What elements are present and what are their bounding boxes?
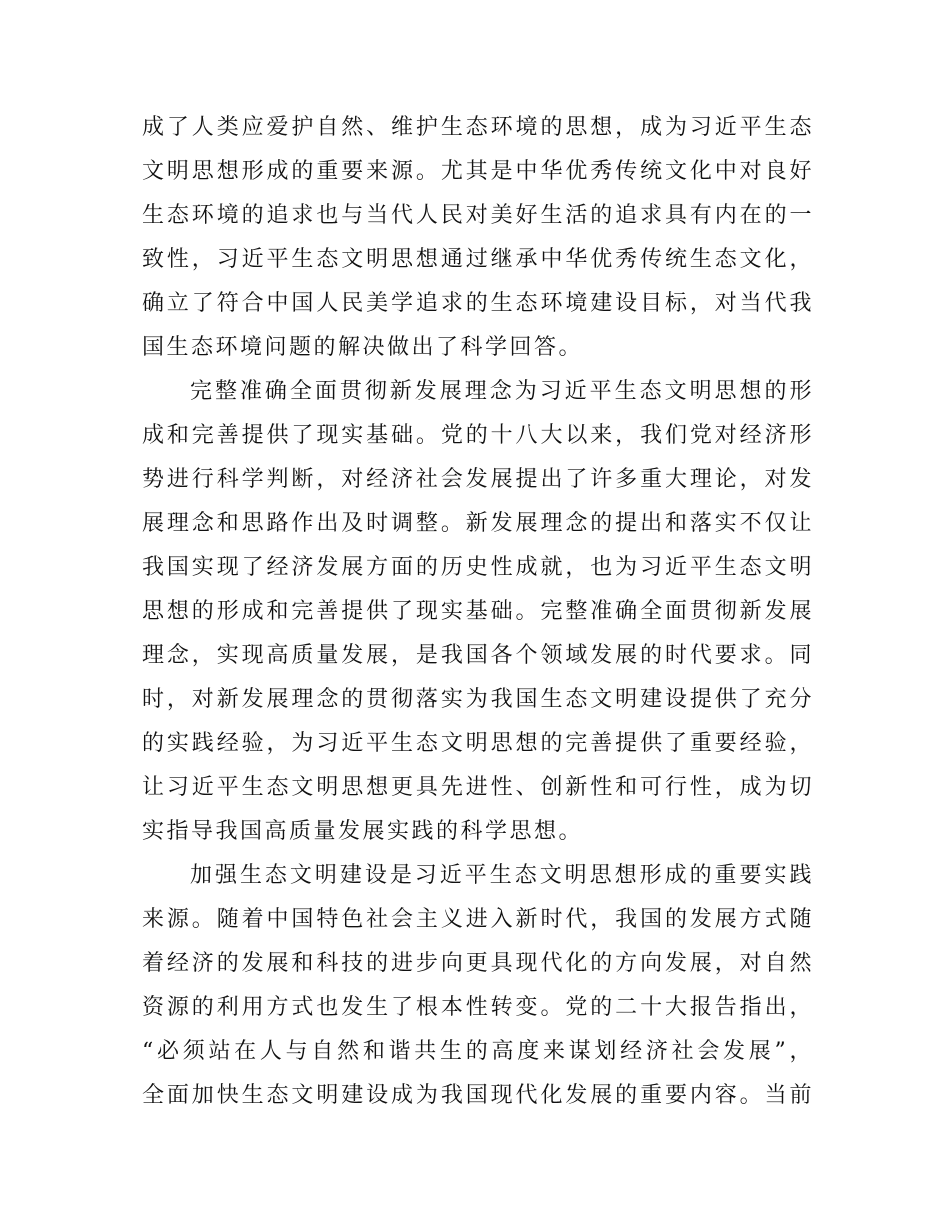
text-line: 致性，习近平生态文明思想通过继承中华优秀传统生态文化， (142, 247, 814, 272)
text-line: 我国实现了经济发展方面的历史性成就，也为习近平生态文明 (142, 555, 814, 580)
text-line: 时，对新发展理念的贯彻落实为我国生态文明建设提供了充分 (142, 687, 814, 712)
text-line: 完整准确全面贯彻新发展理念为习近平生态文明思想的形 (190, 379, 814, 404)
text-line: 着经济的发展和科技的进步向更具现代化的方向发展，对自然 (142, 951, 814, 976)
text-line: 成和完善提供了现实基础。党的十八大以来，我们党对经济形 (142, 423, 814, 448)
text-line: 生态环境的追求也与当代人民对美好生活的追求具有内在的一 (142, 203, 814, 228)
text-line: 实指导我国高质量发展实践的科学思想。 (142, 819, 584, 844)
text-line: 的实践经验，为习近平生态文明思想的完善提供了重要经验， (142, 731, 814, 756)
text-line: 全面加快生态文明建设成为我国现代化发展的重要内容。当前 (142, 1083, 814, 1108)
paragraph-3 (142, 854, 814, 1118)
text-line: “必须站在人与自然和谐共生的高度来谋划经济社会发展”， (142, 1039, 814, 1064)
text-line: 成了人类应爱护自然、维护生态环境的思想，成为习近平生态 (142, 115, 814, 140)
text-line: 思想的形成和完善提供了现实基础。完整准确全面贯彻新发展 (142, 599, 814, 624)
text-line: 来源。随着中国特色社会主义进入新时代，我国的发展方式随 (142, 907, 814, 932)
text-line: 文明思想形成的重要来源。尤其是中华优秀传统文化中对良好 (142, 159, 814, 184)
text-line: 加强生态文明建设是习近平生态文明思想形成的重要实践 (190, 863, 814, 888)
paragraph-2 (142, 370, 814, 854)
text-line: 确立了符合中国人民美学追求的生态环境建设目标，对当代我 (142, 291, 814, 316)
text-line: 资源的利用方式也发生了根本性转变。党的二十大报告指出， (142, 995, 814, 1020)
text-line: 国生态环境问题的解决做出了科学回答。 (142, 335, 584, 360)
text-line: 势进行科学判断，对经济社会发展提出了许多重大理论，对发 (142, 467, 814, 492)
paragraph-1 (142, 106, 814, 370)
text-line: 理念，实现高质量发展，是我国各个领域发展的时代要求。同 (142, 643, 814, 668)
text-line: 让习近平生态文明思想更具先进性、创新性和可行性，成为切 (142, 775, 814, 800)
text-line: 展理念和思路作出及时调整。新发展理念的提出和落实不仅让 (142, 511, 814, 536)
body-text (142, 106, 814, 1118)
